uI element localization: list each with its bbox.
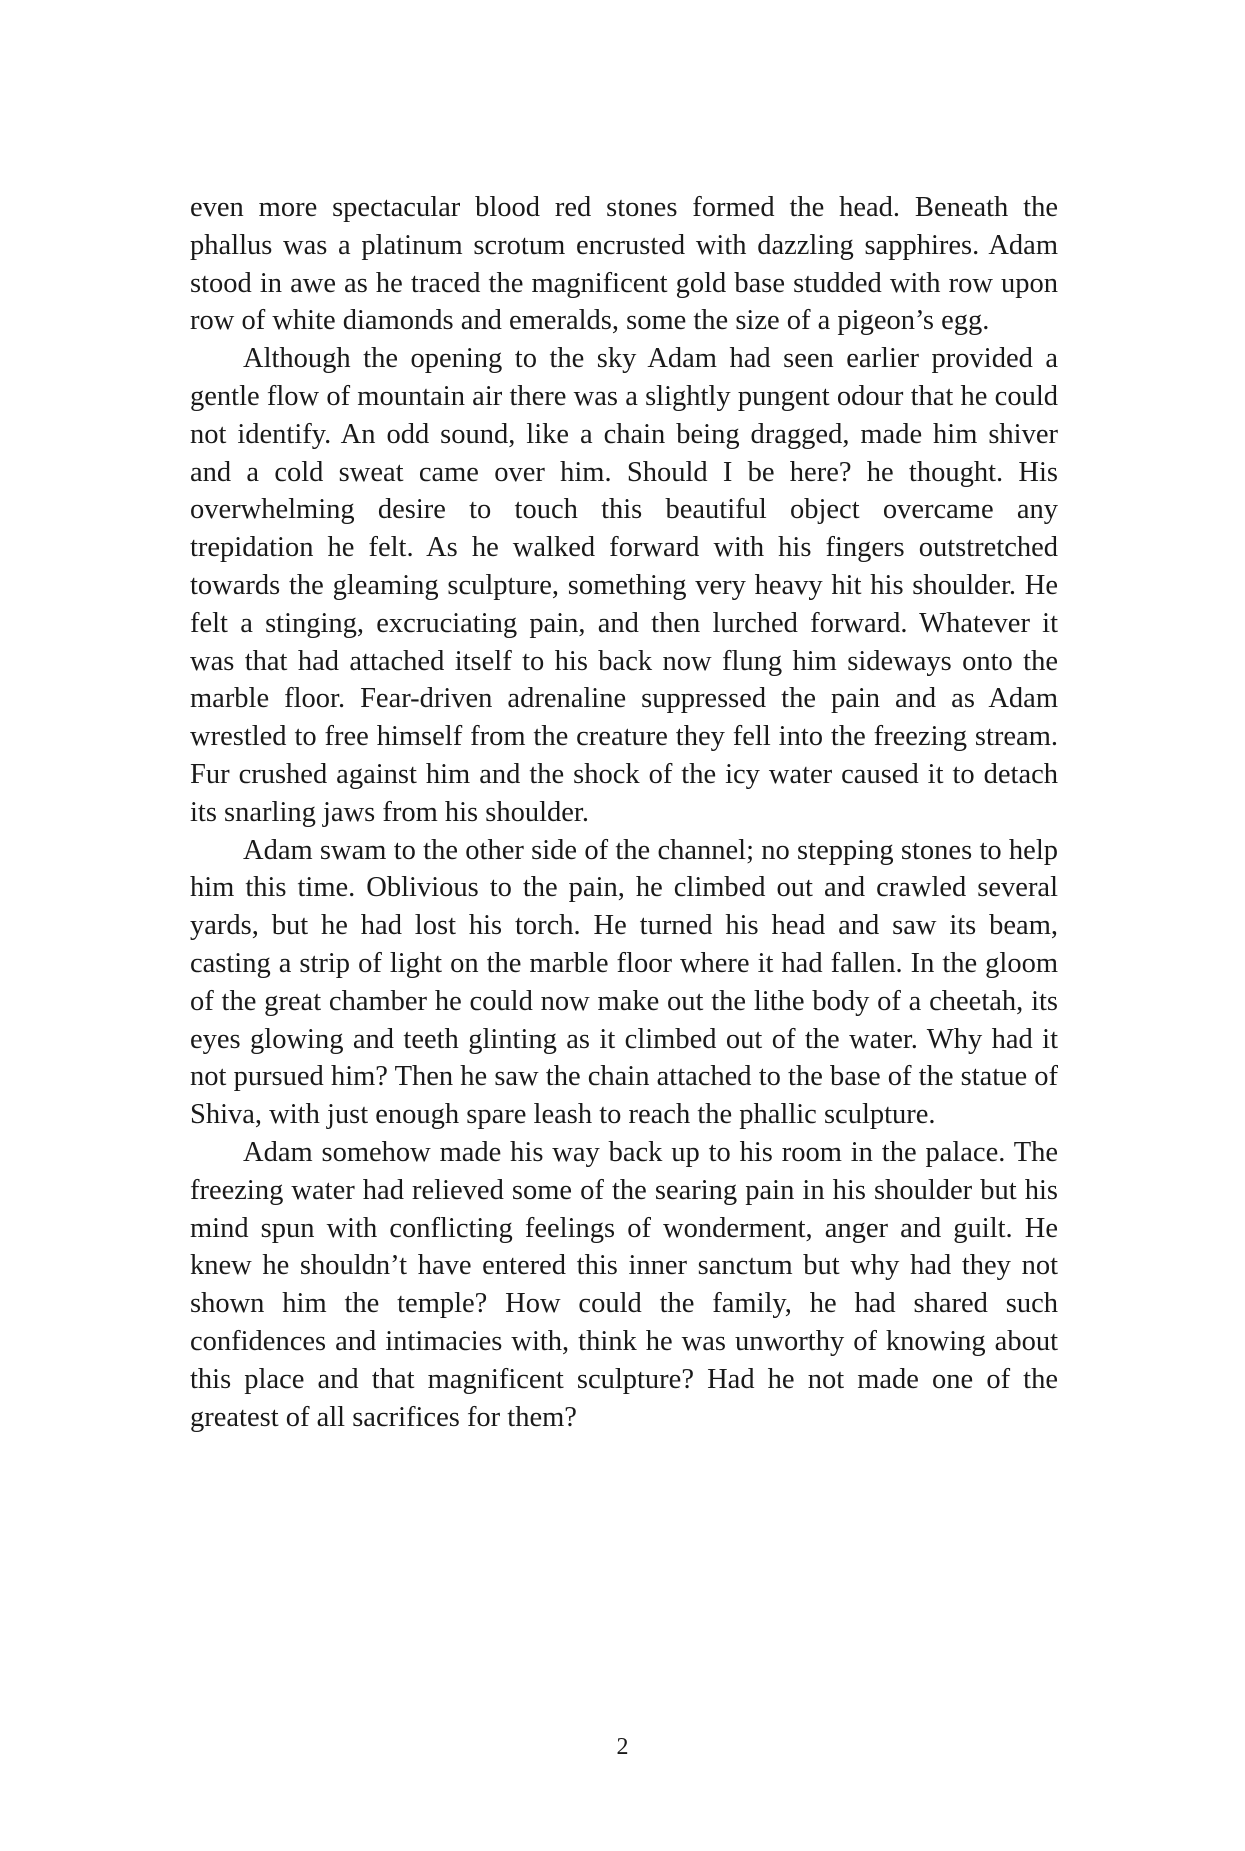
- body-text: [190, 189, 1058, 1436]
- paragraph: Adam somehow made his way back up to his room in the palace. The freezing water had relieved some of the searing pain in his shoulder but his mind spun with conflicting feelings of wonderment, anger and guilt. He knew he shouldn’t have entered this inner sanctum but why had they not shown him the temple? How could the family, he had shared such confidences and intimacies with, think he was unworthy of knowing about this place and that magnificent sculpture? Had he not made one of the greatest of all sacrifices for them?: [190, 1136, 1058, 1433]
- paragraph: Adam swam to the other side of the channel; no stepping stones to help him this time. Oblivious to the pain, he climbed out and crawled several yards, but he had lost his torch. He turned his head and saw its beam, casting a strip of light on the marble floor where it had fallen. In the gloom of the great chamber he could now make out the lithe body of a cheetah, its eyes glowing and teeth glinting as it climbed out of the water. Why had it not pursued him? Then he saw the chain attached to the base of the statue of Shiva, with just enough spare leash to reach the phallic sculpture.: [190, 834, 1058, 1131]
- paragraph-continued: even more spectacular blood red stones formed the head. Beneath the phallus was a platinum scrotum encrusted with dazzling sapphires. Adam stood in awe as he traced the magnificent gold base studded with row upon row of white diamonds and emeralds, some the size of a pigeon’s egg.: [190, 192, 1058, 337]
- paragraph: Although the opening to the sky Adam had seen earlier provided a gentle flow of mountain air there was a slightly pungent odour that he could not identify. An odd sound, like a chain being dragged, made him shiver and a cold sweat came over him. Should I be here? he thought. His overwhelming desire to touch this beautiful object overcame any trepidation he felt. As he walked forward with his fingers outstretched towards the gleaming sculpture, something very heavy hit his shoulder. He felt a stinging, excruciating pain, and then lurched forward. Whatever it was that had attached itself to his back now flung him sideways onto the marble floor. Fear-driven adrenaline suppressed the pain and as Adam wrestled to free himself from the creature they fell into the freezing stream. Fur crushed against him and the shock of the icy water caused it to detach its snarling jaws from his shoulder.: [190, 343, 1058, 828]
- page-number: 2: [616, 1734, 629, 1760]
